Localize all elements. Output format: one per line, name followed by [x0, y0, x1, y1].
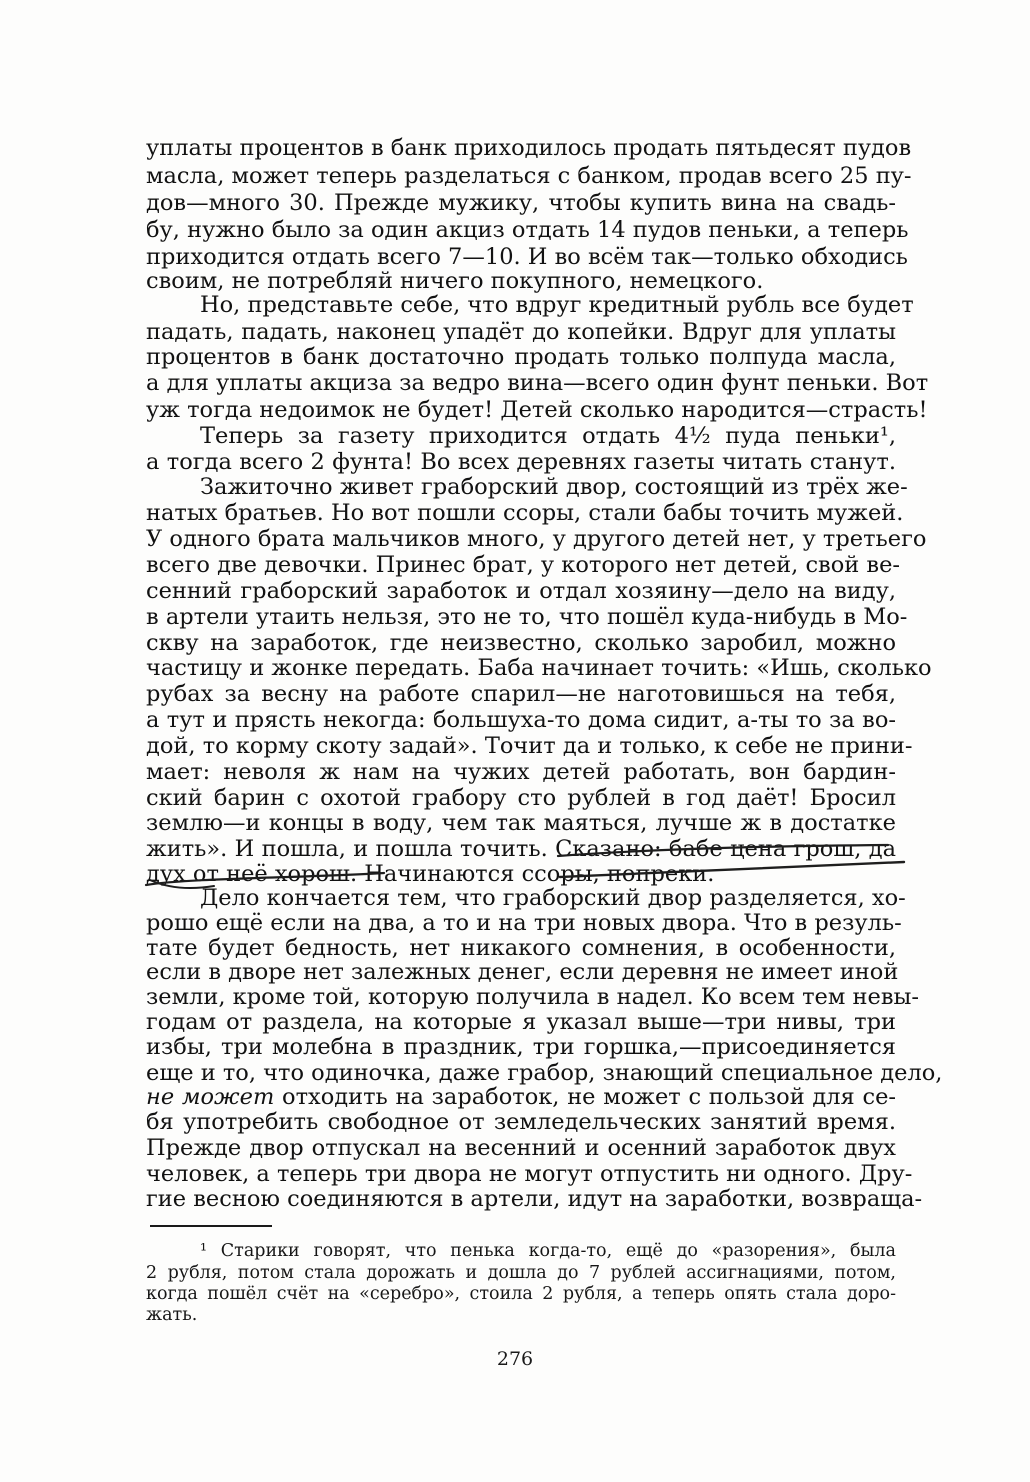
text-line: еще и то, что одиночка, даже грабор, знающий специальное дело,	[146, 1060, 943, 1086]
text-line: земли, кроме той, которую получила в надел. Ко всем тем невы-	[146, 984, 919, 1010]
text-line: тате будет бедность, нет никакого сомнения, в особенности,	[146, 935, 896, 961]
text-line: в артели утаить нельзя, это не то, что пошёл куда-нибудь в Мо-	[146, 604, 908, 630]
text-line: рубах за весну на работе спарил—не наготовишься на тебя,	[146, 681, 896, 707]
text-line: скву на заработок, где неизвестно, сколько заробил, можно	[146, 630, 896, 656]
text-line-with-italic: не может отходить на заработок, не может с пользой для се-	[146, 1084, 896, 1110]
text-line: если в дворе нет залежных денег, если деревня не имеет иной	[146, 959, 899, 985]
text-line: частицу и жонке передать. Баба начинает точить: «Ишь, сколько	[146, 655, 932, 681]
text-line: Зажиточно живет граборский двор, состоящий из трёх же-	[200, 474, 908, 500]
text-line: землю—и концы в воду, чем так маяться, лучше ж в достатке	[146, 810, 896, 836]
text-line: а тогда всего 2 фунта! Во всех деревнях газеты читать станут.	[146, 449, 896, 475]
footnote-line: когда пошёл счёт на «серебро», стоила 2 рубля, а теперь опять стала доро-	[146, 1284, 896, 1304]
text-line: ский барин с охотой грабору сто рублей в год даёт! Бросил	[146, 785, 896, 811]
text-line: а для уплаты акциза за ведро вина—всего один фунт пеньки. Вот	[146, 370, 929, 396]
text-line: человек, а теперь три двора не могут отпустить ни одного. Дру-	[146, 1161, 913, 1187]
text-line: мает: неволя ж нам на чужих детей работать, вон бардин-	[146, 759, 896, 785]
text-line: гие весною соединяются в артели, идут на заработки, возвраща-	[146, 1186, 923, 1212]
text-line: Но, представьте себе, что вдруг кредитный рубль все будет	[200, 292, 914, 318]
text-line: уплаты процентов в банк приходилось продать пятьдесят пудов	[146, 135, 912, 161]
footnote-line: 2 рубля, потом стала дорожать и дошла до 7 рублей ассигнациями, потом,	[146, 1263, 896, 1283]
italic-emphasis: не может	[146, 1084, 275, 1110]
text-line: масла, может теперь разделаться с банком, продав всего 25 пу-	[146, 163, 912, 189]
text-line: всего две девочки. Принес брат, у которого нет детей, свой ве-	[146, 552, 901, 578]
text-line: Дело кончается тем, что граборский двор разделяется, хо-	[200, 885, 906, 911]
text-line: дов—много 30. Прежде мужику, чтобы купить вина на свадь-	[146, 190, 896, 216]
text-line: сенний граборский заработок и отдал хозяину—дело на виду,	[146, 578, 896, 604]
text-line: У одного брата мальчиков много, у другого детей нет, у третьего	[146, 526, 927, 552]
text-line: избы, три молебна в праздник, три горшка,—присоединяется	[146, 1034, 896, 1060]
page-number: 276	[496, 1348, 534, 1370]
text-line: бу, нужно было за один акциз отдать 14 пудов пеньки, а теперь	[146, 217, 909, 243]
text-line: дух от неё хорош. Начинаются ссоры, попреки.	[146, 861, 715, 887]
text-line: бя употребить свободное от земледельческих занятий время.	[146, 1109, 896, 1135]
text-line: Прежде двор отпускал на весенний и осенний заработок двух	[146, 1135, 896, 1161]
text-line: натых братьев. Но вот пошли ссоры, стали бабы точить мужей.	[146, 500, 904, 526]
text-line: уж тогда недоимок не будет! Детей сколько народится—страсть!	[146, 397, 928, 423]
footnote-divider	[150, 1225, 272, 1227]
text-line: рошо ещё если на два, а то и на три новых двора. Что в резуль-	[146, 910, 902, 936]
text-line: Теперь за газету приходится отдать 4½ пуда пеньки¹,	[200, 423, 896, 449]
text-line: своим, не потребляй ничего покупного, немецкого.	[146, 268, 764, 294]
text-line: а тут и прясть некогда: большуха-то дома сидит, а-ты то за во-	[146, 707, 896, 733]
text-line: приходится отдать всего 7—10. И во всём так—только обходись	[146, 244, 908, 270]
text-line: дой, то корму скоту задай». Точит да и только, к себе не прини-	[146, 733, 913, 759]
text-line: процентов в банк достаточно продать только полпуда масла,	[146, 344, 896, 370]
text-line: годам от раздела, на которые я указал выше—три нивы, три	[146, 1009, 896, 1035]
text-line: жить». И пошла, и пошла точить. Сказано: бабе цена грош, да	[146, 836, 896, 862]
footnote-line: ¹ Старики говорят, что пенька когда-то, ещё до «разорения», была	[200, 1241, 896, 1261]
text-line: падать, падать, наконец упадёт до копейки. Вдруг для уплаты	[146, 319, 896, 345]
footnote-line: жать.	[146, 1305, 198, 1325]
